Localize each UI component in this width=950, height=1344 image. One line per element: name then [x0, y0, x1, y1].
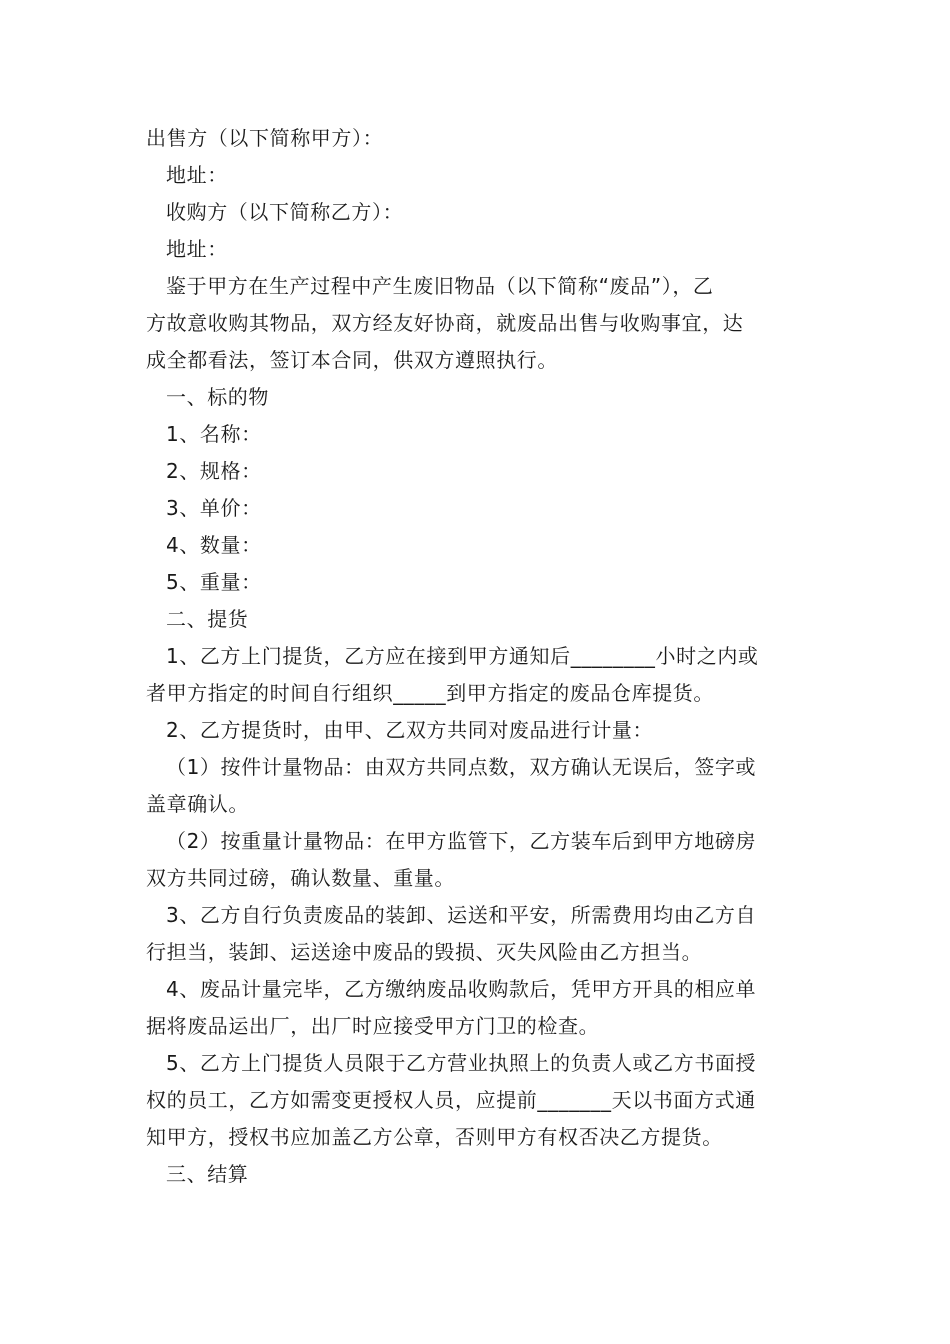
item-weight: 5、重量： [166, 570, 262, 594]
pickup-clause-1-line-1: 1、乙方上门提货，乙方应在接到甲方通知后________小时之内或 [166, 644, 759, 668]
preamble-line-3: 成全都看法，签订本合同，供双方遵照执行。 [146, 348, 558, 372]
item-spec: 2、规格： [166, 459, 262, 483]
buyer-label: 收购方（以下简称乙方）： [166, 200, 404, 224]
seller-address-label: 地址： [166, 163, 228, 187]
pickup-clause-5-line-3: 知甲方，授权书应加盖乙方公章，否则甲方有权否决乙方提货。 [146, 1125, 723, 1149]
section-heading-settlement: 三、结算 [166, 1162, 249, 1186]
seller-label: 出售方（以下简称甲方）： [146, 126, 384, 150]
pickup-clause-4-line-1: 4、废品计量完毕，乙方缴纳废品收购款后，凭甲方开具的相应单 [166, 977, 757, 1001]
preamble-line-2: 方故意收购其物品，双方经友好协商，就废品出售与收购事宜，达 [146, 311, 744, 335]
pickup-clause-5-line-1: 5、乙方上门提货人员限于乙方营业执照上的负责人或乙方书面授 [166, 1051, 757, 1075]
document-body [146, 120, 808, 1193]
buyer-address-label: 地址： [166, 237, 228, 261]
section-heading-pickup: 二、提货 [166, 607, 249, 631]
item-name: 1、名称： [166, 422, 262, 446]
pickup-clause-3-line-2: 行担当，装卸、运送途中废品的毁损、灭失风险由乙方担当。 [146, 940, 703, 964]
pickup-clause-4-line-2: 据将废品运出厂，出厂时应接受甲方门卫的检查。 [146, 1014, 600, 1038]
preamble-line-1: 鉴于甲方在生产过程中产生废旧物品（以下简称“废品”），乙 [166, 274, 714, 298]
pickup-clause-5-line-2: 权的员工，乙方如需变更授权人员，应提前_______天以书面方式通 [146, 1088, 756, 1112]
item-quantity: 4、数量： [166, 533, 262, 557]
pickup-clause-2-2-line-1: （2）按重量计量物品：在甲方监管下，乙方装车后到甲方地磅房 [166, 829, 757, 853]
pickup-clause-2-2-line-2: 双方共同过磅，确认数量、重量。 [146, 866, 455, 890]
pickup-clause-2: 2、乙方提货时，由甲、乙双方共同对废品进行计量： [166, 718, 654, 742]
pickup-clause-2-1-line-1: （1）按件计量物品：由双方共同点数，双方确认无误后，签字或 [166, 755, 757, 779]
item-unit-price: 3、单价： [166, 496, 262, 520]
section-heading-subject: 一、标的物 [166, 385, 269, 409]
pickup-clause-2-1-line-2: 盖章确认。 [146, 792, 249, 816]
pickup-clause-3-line-1: 3、乙方自行负责废品的装卸、运送和平安，所需费用均由乙方自 [166, 903, 757, 927]
pickup-clause-1-line-2: 者甲方指定的时间自行组织_____到甲方指定的废品仓库提货。 [146, 681, 714, 705]
